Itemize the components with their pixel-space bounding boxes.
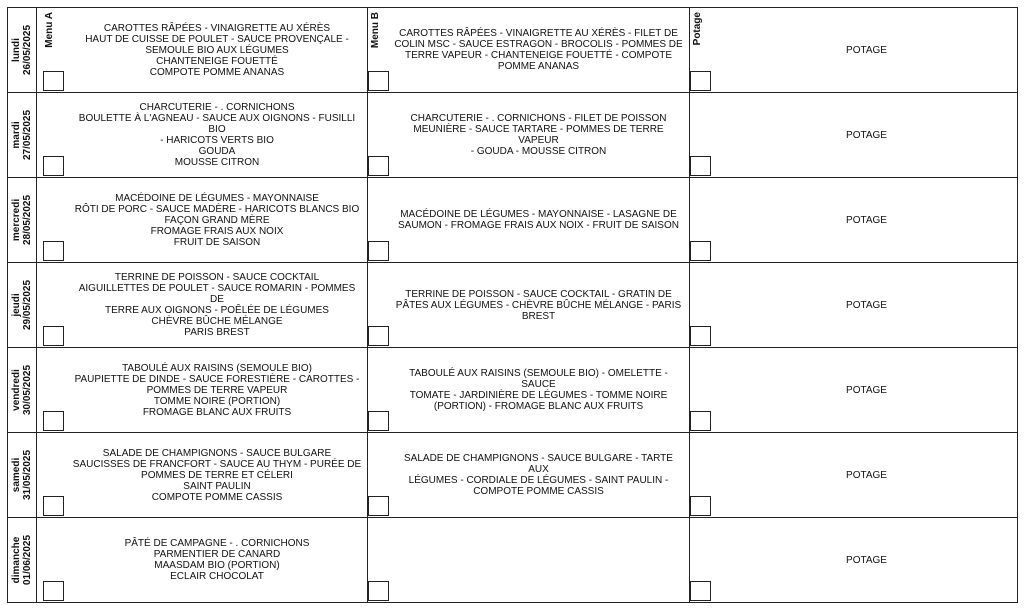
menu-b-checkbox[interactable] — [368, 241, 389, 261]
menu-a-line: TERRE AUX OIGNONS - POÊLÉE DE LÉGUMES — [105, 305, 329, 316]
menu-a-line: FRUIT DE SAISON — [173, 236, 261, 248]
menu-a-line: PÂTÉ DE CAMPAGNE - . CORNICHONS — [124, 538, 310, 549]
menu-b-checkbox[interactable] — [368, 156, 389, 176]
menu-b-line: TOMATE - JARDINIÈRE DE LÉGUMES - TOMME NOIRE — [409, 390, 668, 401]
menu-a-cell — [37, 348, 368, 433]
menu-a-checkbox[interactable] — [43, 326, 64, 346]
potage-checkbox[interactable] — [690, 581, 711, 601]
menu-b-text — [368, 28, 689, 72]
menu-b-line: BREST — [521, 310, 556, 322]
menu-a-header: Menu A — [44, 12, 55, 48]
potage-text: POTAGE — [846, 469, 887, 481]
potage-header: Potage — [692, 12, 703, 46]
menu-b-text — [368, 368, 689, 412]
menu-a-line: BOULETTE À L'AGNEAU - SAUCE AUX OIGNONS - FUSILLI BIO — [78, 113, 356, 135]
day-name: dimanche — [11, 536, 22, 584]
day-cell — [8, 93, 37, 178]
menu-b-cell — [368, 518, 690, 603]
menu-a-line: PARMENTIER DE CANARD — [153, 549, 281, 560]
menu-a-checkbox[interactable] — [43, 156, 64, 176]
potage-cell — [716, 178, 1018, 263]
menu-b-checkbox[interactable] — [368, 411, 389, 431]
menu-b-cell — [368, 178, 690, 263]
potage-text: POTAGE — [846, 554, 887, 566]
potage-cell — [716, 518, 1018, 603]
menu-a-line: - HARICOTS VERTS BIO — [160, 135, 274, 146]
day-row-vendredi — [8, 348, 1018, 433]
menu-b-checkbox[interactable] — [368, 326, 389, 346]
potage-checkbox[interactable] — [690, 496, 711, 516]
potage-text: POTAGE — [846, 299, 887, 311]
menu-b-text — [368, 209, 689, 231]
day-date: 27/05/2025 — [22, 109, 33, 161]
day-label — [11, 25, 33, 75]
day-name: mardi — [11, 121, 22, 149]
potage-select-cell — [690, 93, 717, 178]
day-cell — [8, 433, 37, 518]
menu-a-line: POMMES DE TERRE VAPEUR — [146, 384, 288, 396]
menu-a-line: CHANTENEIGE FOUETTÉ — [156, 55, 278, 67]
potage-text: POTAGE — [846, 214, 887, 226]
potage-cell — [716, 348, 1018, 433]
day-label — [11, 450, 33, 500]
day-row-mardi — [8, 93, 1018, 178]
day-label — [11, 110, 33, 160]
menu-a-line: CHÈVRE BÛCHE MÉLANGE — [151, 316, 283, 327]
menu-a-text — [37, 193, 367, 248]
menu-b-line: CAROTTES RÂPÉES - VINAIGRETTE AU XÉRÈS - FILET DE — [399, 28, 678, 39]
potage-select-cell — [690, 263, 717, 348]
day-row-dimanche — [8, 518, 1018, 603]
menu-b-cell — [368, 263, 690, 348]
menu-a-cell — [37, 178, 368, 263]
menu-b-line: LÉGUMES - CORDIALE DE LÉGUMES - SAINT PAULIN - — [408, 475, 669, 486]
menu-b-cell — [368, 348, 690, 433]
menu-a-text — [37, 23, 367, 78]
menu-a-line: ECLAIR CHOCOLAT — [170, 571, 264, 582]
menu-a-line: FAÇON GRAND MÈRE — [164, 214, 270, 226]
day-cell — [8, 518, 37, 603]
potage-text: POTAGE — [846, 44, 887, 56]
menu-b-line: - GOUDA - MOUSSE CITRON — [470, 146, 607, 157]
menu-a-line: PAUPIETTE DE DINDE - SAUCE FORESTIÈRE - CAROTTES - — [74, 373, 360, 385]
potage-checkbox[interactable] — [690, 241, 711, 261]
potage-text: POTAGE — [846, 129, 887, 141]
menu-table-body — [8, 8, 1018, 603]
day-label — [11, 195, 33, 245]
menu-a-line: FROMAGE BLANC AUX FRUITS — [142, 406, 292, 418]
menu-a-cell — [37, 518, 368, 603]
day-date: 31/05/2025 — [22, 449, 33, 501]
menu-a-checkbox[interactable] — [43, 411, 64, 431]
day-label — [11, 365, 33, 415]
potage-checkbox[interactable] — [690, 156, 711, 176]
menu-b-text — [368, 453, 689, 497]
day-date: 01/06/2025 — [22, 534, 33, 586]
potage-select-cell — [690, 518, 717, 603]
menu-b-line: CHARCUTERIE - . CORNICHONS - FILET DE POISSON — [410, 113, 667, 124]
potage-checkbox[interactable] — [690, 71, 711, 91]
day-name: jeudi — [11, 293, 22, 317]
menu-a-text — [37, 448, 367, 503]
potage-cell — [716, 93, 1018, 178]
menu-a-line: POMMES DE TERRE ET CÉLERI — [141, 469, 293, 481]
menu-b-checkbox[interactable] — [368, 71, 389, 91]
menu-a-line: SAINT PAULIN — [183, 480, 251, 492]
menu-b-line: TERRE VAPEUR - CHANTENEIGE FOUETTÉ - COMPOTE — [404, 50, 673, 61]
potage-select-cell — [690, 433, 717, 518]
menu-a-line: MACÉDOINE DE LÉGUMES - MAYONNAISE — [115, 192, 319, 204]
menu-a-line: SEMOULE BIO AUX LÉGUMES — [145, 44, 289, 56]
menu-a-cell — [37, 263, 368, 348]
menu-a-line: HAUT DE CUISSE DE POULET - SAUCE PROVENÇALE - — [85, 33, 349, 45]
potage-checkbox[interactable] — [690, 411, 711, 431]
menu-b-line: (PORTION) - FROMAGE BLANC AUX FRUITS — [433, 401, 644, 412]
menu-a-line: CHARCUTERIE - . CORNICHONS — [139, 102, 295, 113]
day-date: 26/05/2025 — [22, 24, 33, 76]
day-name: lundi — [11, 38, 22, 62]
menu-a-cell — [37, 8, 368, 93]
menu-b-header: Menu B — [370, 12, 381, 49]
weekly-menu-table — [7, 7, 1018, 603]
day-name: vendredi — [11, 369, 22, 411]
day-date: 29/05/2025 — [22, 279, 33, 331]
menu-b-cell — [368, 8, 690, 93]
day-date: 30/05/2025 — [22, 364, 33, 416]
menu-b-line: MEUNIÈRE - SAUCE TARTARE - POMMES DE TERRE VAPEUR — [413, 124, 664, 146]
menu-a-line: COMPOTE POMME CASSIS — [151, 491, 283, 503]
day-row-samedi — [8, 433, 1018, 518]
day-name: mercredi — [11, 198, 22, 242]
menu-a-line: PARIS BREST — [184, 327, 250, 338]
menu-b-checkbox[interactable] — [368, 496, 389, 516]
potage-cell — [716, 433, 1018, 518]
day-date: 28/05/2025 — [22, 194, 33, 246]
menu-a-checkbox[interactable] — [43, 71, 64, 91]
menu-a-checkbox[interactable] — [43, 581, 64, 601]
menu-a-line: TOMME NOIRE (PORTION) — [153, 395, 281, 407]
menu-a-line: MAASDAM BIO (PORTION) — [154, 560, 280, 571]
menu-b-line: MACÉDOINE DE LÉGUMES - MAYONNAISE - LASAGNE DE — [400, 209, 677, 220]
day-row-jeudi — [8, 263, 1018, 348]
menu-b-line: PÂTES AUX LÉGUMES - CHÈVRE BÛCHE MÉLANGE - PARIS — [395, 299, 682, 311]
day-row-lundi — [8, 8, 1018, 93]
potage-cell — [716, 263, 1018, 348]
menu-a-text — [37, 272, 367, 338]
menu-a-text — [37, 538, 367, 582]
menu-a-cell — [37, 93, 368, 178]
menu-a-line: COMPOTE POMME ANANAS — [149, 66, 285, 78]
menu-b-line: TERRINE DE POISSON - SAUCE COCKTAIL - GRATIN DE — [405, 288, 672, 300]
menu-a-checkbox[interactable] — [43, 496, 64, 516]
potage-select-cell — [690, 348, 717, 433]
menu-b-cell — [368, 93, 690, 178]
menu-a-line: FROMAGE FRAIS AUX NOIX — [150, 225, 284, 237]
menu-a-text — [37, 363, 367, 418]
potage-select-cell — [690, 8, 717, 93]
menu-a-line: SALADE DE CHAMPIGNONS - SAUCE BULGARE — [102, 447, 332, 459]
day-label — [11, 280, 33, 330]
menu-b-line: COLIN MSC - SAUCE ESTRAGON - BROCOLIS - POMMES DE — [394, 39, 683, 50]
menu-b-cell — [368, 433, 690, 518]
potage-cell — [716, 8, 1018, 93]
menu-a-line: AIGUILLETTES DE POULET - SAUCE ROMARIN - POMMES DE — [78, 283, 356, 305]
menu-a-checkbox[interactable] — [43, 241, 64, 261]
menu-b-text — [368, 113, 689, 157]
potage-select-cell — [690, 178, 717, 263]
menu-b-line: SALADE DE CHAMPIGNONS - SAUCE BULGARE - TARTE AUX — [404, 453, 673, 475]
potage-text: POTAGE — [846, 384, 887, 396]
menu-a-line: RÔTI DE PORC - SAUCE MADÈRE - HARICOTS BLANCS BIO — [74, 203, 360, 215]
day-label — [11, 535, 33, 585]
day-cell — [8, 263, 37, 348]
menu-a-line: SAUCISSES DE FRANCFORT - SAUCE AU THYM - PURÉE DE — [72, 458, 362, 470]
menu-b-line: SAUMON - FROMAGE FRAIS AUX NOIX - FRUIT DE SAISON — [398, 220, 679, 231]
menu-a-cell — [37, 433, 368, 518]
menu-a-line: TERRINE DE POISSON - SAUCE COCKTAIL — [114, 272, 320, 283]
potage-checkbox[interactable] — [690, 326, 711, 346]
menu-b-line: TABOULÉ AUX RAISINS (SEMOULE BIO) - OMELETTE - SAUCE — [409, 368, 668, 390]
day-cell — [8, 178, 37, 263]
menu-b-line: COMPOTE POMME CASSIS — [473, 486, 604, 497]
menu-a-line: TABOULÉ AUX RAISINS (SEMOULE BIO) — [122, 362, 312, 374]
menu-b-checkbox[interactable] — [368, 581, 389, 601]
menu-b-line: POMME ANANAS — [497, 61, 580, 72]
menu-a-line: GOUDA — [198, 146, 236, 157]
day-row-mercredi — [8, 178, 1018, 263]
menu-a-line: CAROTTES RÂPÉES - VINAIGRETTE AU XÉRÈS — [103, 22, 331, 34]
menu-a-line: MOUSSE CITRON — [174, 157, 260, 168]
day-cell — [8, 8, 37, 93]
day-cell — [8, 348, 37, 433]
day-name: samedi — [11, 457, 22, 493]
menu-b-text — [368, 289, 689, 322]
menu-a-text — [37, 102, 367, 168]
